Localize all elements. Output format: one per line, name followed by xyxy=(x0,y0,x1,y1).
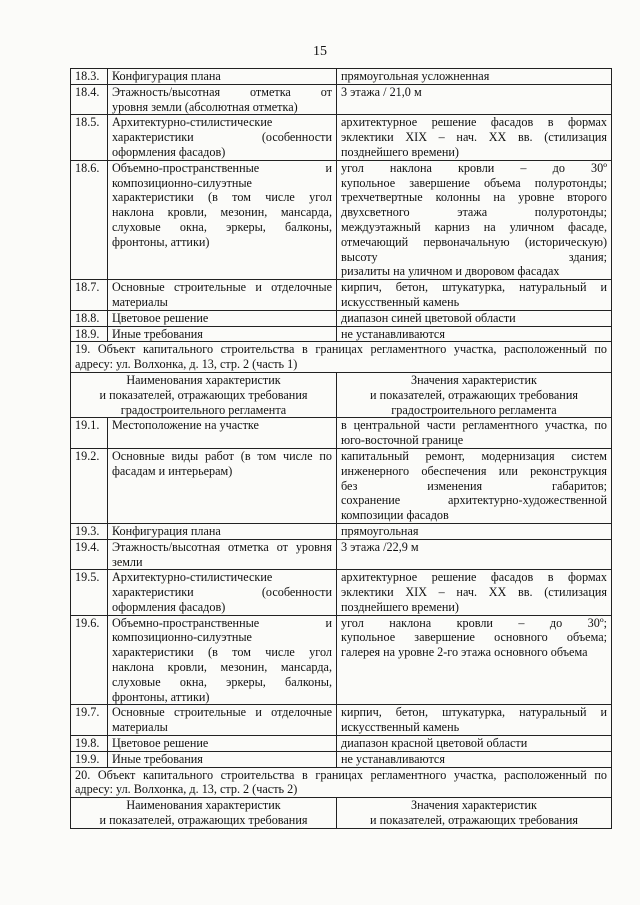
characteristic-name xyxy=(108,418,337,449)
text-line: Наименования характеристик xyxy=(126,798,281,813)
text-line: композиции фасадов xyxy=(341,508,449,523)
text-line: характеристики (в том числе угол xyxy=(112,645,332,660)
text-line: междуэтажный карниз на уличном фасаде, xyxy=(341,219,607,234)
text-line: архитектурное решение фасадов в формах xyxy=(341,115,607,130)
text-line: Объемно-пространственные и xyxy=(112,160,332,175)
text-line: градостроительного регламента xyxy=(391,402,557,417)
table-row xyxy=(71,539,612,570)
characteristic-value xyxy=(337,310,612,326)
text-line: Значения характеристик xyxy=(411,798,537,813)
characteristic-value xyxy=(337,418,612,449)
header-characteristics xyxy=(71,372,337,417)
text-line: инженерного обеспечения или реконструкция xyxy=(341,463,607,478)
text-line: 20. Объект капитального строительства в границах регламентного участка, расположенный по xyxy=(75,767,607,782)
characteristic-value xyxy=(337,115,612,160)
text-line: Конфигурация плана xyxy=(112,523,221,538)
characteristic-name xyxy=(108,523,337,539)
item-number: 18.8. xyxy=(71,310,108,326)
text-line: материалы xyxy=(112,294,168,309)
table-row xyxy=(71,280,612,311)
text-line: без изменения габаритов; xyxy=(341,478,607,493)
text-line: купольное завершение объема полуротонды; xyxy=(341,175,607,190)
text-line: прямоугольная усложненная xyxy=(341,69,490,83)
table-row xyxy=(71,69,612,85)
item-number: 18.5. xyxy=(71,115,108,160)
text-line: угол наклона кровли – до 30º xyxy=(341,160,607,175)
text-line: ризалиты на уличном и дворовом фасадах xyxy=(341,264,560,279)
column-header-row xyxy=(71,372,612,417)
table-row xyxy=(71,84,612,115)
text-line: сохранение архитектурно-художественной xyxy=(341,493,607,508)
text-line: Наименования характеристик xyxy=(126,372,281,387)
text-line: не устанавливаются xyxy=(341,751,445,766)
table-row xyxy=(71,736,612,752)
text-line: уровня земли (абсолютная отметка) xyxy=(112,99,298,114)
table-row xyxy=(71,570,612,615)
item-number: 19.1. xyxy=(71,418,108,449)
characteristic-value xyxy=(337,570,612,615)
item-number: 19.2. xyxy=(71,448,108,523)
text-line: Основные виды работ (в том числе по xyxy=(112,448,332,463)
text-line: и показателей, отражающих требования xyxy=(99,387,308,402)
text-line: галерея на уровне 2-го этажа основного объема xyxy=(341,645,588,660)
text-line: диапазон красной цветовой области xyxy=(341,736,528,751)
characteristic-value xyxy=(337,160,612,279)
text-line: позднейшего времени) xyxy=(341,599,459,614)
text-line: архитектурное решение фасадов в формах xyxy=(341,570,607,585)
text-line: характеристики (особенности xyxy=(112,585,332,600)
text-line: Объемно-пространственные и xyxy=(112,615,332,630)
text-line: в центральной части регламентного участка, по xyxy=(341,418,607,433)
table-row xyxy=(71,326,612,342)
table-row xyxy=(71,115,612,160)
characteristic-value xyxy=(337,736,612,752)
characteristic-name xyxy=(108,310,337,326)
regulation-table xyxy=(70,68,612,829)
characteristic-name xyxy=(108,69,337,85)
item-number: 18.9. xyxy=(71,326,108,342)
text-line: искусственный камень xyxy=(341,294,460,309)
text-line: наклона кровли, мезонин, мансарда, xyxy=(112,205,332,220)
text-line: градостроительного регламента xyxy=(120,402,287,417)
column-header-row xyxy=(71,798,612,829)
characteristic-value xyxy=(337,751,612,767)
header-characteristics xyxy=(71,798,337,829)
characteristic-value xyxy=(337,705,612,736)
item-number: 18.6. xyxy=(71,160,108,279)
text-line: адресу: ул. Волхонка, д. 13, стр. 2 (часть 2) xyxy=(75,782,298,797)
item-number: 19.4. xyxy=(71,539,108,570)
table-body xyxy=(71,69,612,829)
text-line: высоту здания; xyxy=(341,249,607,264)
characteristic-name xyxy=(108,705,337,736)
text-line: слуховые окна, эркеры, балконы, xyxy=(112,674,332,689)
text-line: оформления фасадов) xyxy=(112,144,226,159)
text-line: кирпич, бетон, штукатурка, натуральный и xyxy=(341,280,607,295)
text-line: позднейшего времени) xyxy=(341,144,459,159)
text-line: 3 этажа / 21,0 м xyxy=(341,84,422,99)
text-line: оформления фасадов) xyxy=(112,599,226,614)
page-number: 15 xyxy=(313,44,327,59)
item-number: 19.8. xyxy=(71,736,108,752)
item-number: 19.6. xyxy=(71,615,108,705)
characteristic-name xyxy=(108,448,337,523)
text-line: юго-восточной границе xyxy=(341,433,464,448)
text-line: Основные строительные и отделочные xyxy=(112,705,332,720)
characteristic-value xyxy=(337,615,612,705)
text-line: композиционно-силуэтные xyxy=(112,630,252,645)
text-line: Основные строительные и отделочные xyxy=(112,280,332,295)
item-number: 18.4. xyxy=(71,84,108,115)
header-values xyxy=(337,798,612,829)
table-row xyxy=(71,705,612,736)
text-line: Этажность/высотная отметка от уровня xyxy=(112,539,332,554)
text-line: композиционно-силуэтные xyxy=(112,175,252,190)
text-line: адресу: ул. Волхонка, д. 13, стр. 2 (часть 1) xyxy=(75,357,298,372)
section-heading-text xyxy=(71,767,612,798)
characteristic-name xyxy=(108,736,337,752)
item-number: 18.7. xyxy=(71,280,108,311)
table-row xyxy=(71,448,612,523)
characteristic-value xyxy=(337,448,612,523)
text-line: характеристики (особенности xyxy=(112,130,332,145)
characteristic-name xyxy=(108,280,337,311)
text-line: эклектики XIX – нач. XX вв. (стилизация xyxy=(341,130,607,145)
text-line: отмечающий первоначальную (историческую) xyxy=(341,234,607,249)
text-line: и показателей, отражающих требования xyxy=(370,813,578,828)
item-number: 19.5. xyxy=(71,570,108,615)
characteristic-name xyxy=(108,570,337,615)
text-line: купольное завершение основного объема; xyxy=(341,630,607,645)
characteristic-value xyxy=(337,326,612,342)
text-line: прямоугольная xyxy=(341,523,419,538)
item-number: 19.9. xyxy=(71,751,108,767)
table-row xyxy=(71,160,612,279)
table-row xyxy=(71,310,612,326)
text-line: Иные требования xyxy=(112,326,203,341)
text-line: угол наклона кровли – до 30º; xyxy=(341,615,607,630)
text-line: Местоположение на участке xyxy=(112,418,259,433)
text-line: Архитектурно-стилистические xyxy=(112,570,273,585)
section-heading-text xyxy=(71,342,612,373)
object-section-heading xyxy=(71,767,612,798)
text-line: Конфигурация плана xyxy=(112,69,221,83)
text-line: искусственный камень xyxy=(341,720,460,735)
text-line: Иные требования xyxy=(112,751,203,766)
item-number: 18.3. xyxy=(71,69,108,85)
characteristic-name xyxy=(108,615,337,705)
characteristic-name xyxy=(108,115,337,160)
text-line: Архитектурно-стилистические xyxy=(112,115,273,130)
header-values xyxy=(337,372,612,417)
text-line: слуховые окна, эркеры, балконы, xyxy=(112,219,332,234)
text-line: капитальный ремонт, модернизация систем xyxy=(341,448,607,463)
table-row xyxy=(71,523,612,539)
text-line: фронтоны, аттики) xyxy=(112,689,210,704)
characteristic-name xyxy=(108,751,337,767)
item-number: 19.7. xyxy=(71,705,108,736)
text-line: диапазон синей цветовой области xyxy=(341,310,516,325)
item-number: 19.3. xyxy=(71,523,108,539)
text-line: Цветовое решение xyxy=(112,736,209,751)
text-line: не устанавливаются xyxy=(341,326,445,341)
text-line: материалы xyxy=(112,720,168,735)
table-row xyxy=(71,615,612,705)
table-row xyxy=(71,751,612,767)
characteristic-value xyxy=(337,69,612,85)
characteristic-name xyxy=(108,84,337,115)
text-line: земли xyxy=(112,554,143,569)
text-line: наклона кровли, мезонин, мансарда, xyxy=(112,660,332,675)
text-line: двухсветного этажа полуротонды; xyxy=(341,205,607,220)
characteristic-name xyxy=(108,160,337,279)
table-row xyxy=(71,418,612,449)
text-line: фасадам и интерьерам) xyxy=(112,463,233,478)
text-line: и показателей, отражающих требования xyxy=(99,813,308,828)
object-section-heading xyxy=(71,342,612,373)
characteristic-value xyxy=(337,539,612,570)
characteristic-name xyxy=(108,326,337,342)
text-line: фронтоны, аттики) xyxy=(112,234,210,249)
text-line: и показателей, отражающих требования xyxy=(370,387,578,402)
text-line: Цветовое решение xyxy=(112,310,209,325)
characteristic-value xyxy=(337,523,612,539)
characteristic-value xyxy=(337,280,612,311)
characteristic-name xyxy=(108,539,337,570)
text-line: 3 этажа /22,9 м xyxy=(341,539,419,554)
text-line: 19. Объект капитального строительства в границах регламентного участка, расположенный по xyxy=(75,342,607,357)
characteristic-value xyxy=(337,84,612,115)
text-line: кирпич, бетон, штукатурка, натуральный и xyxy=(341,705,607,720)
text-line: эклектики XIX – нач. XX вв. (стилизация xyxy=(341,585,607,600)
text-line: трехчетвертные колонны на уровне второго xyxy=(341,190,607,205)
text-line: Этажность/высотная отметка от xyxy=(112,84,332,99)
text-line: Значения характеристик xyxy=(411,372,537,387)
text-line: характеристики (в том числе угол xyxy=(112,190,332,205)
